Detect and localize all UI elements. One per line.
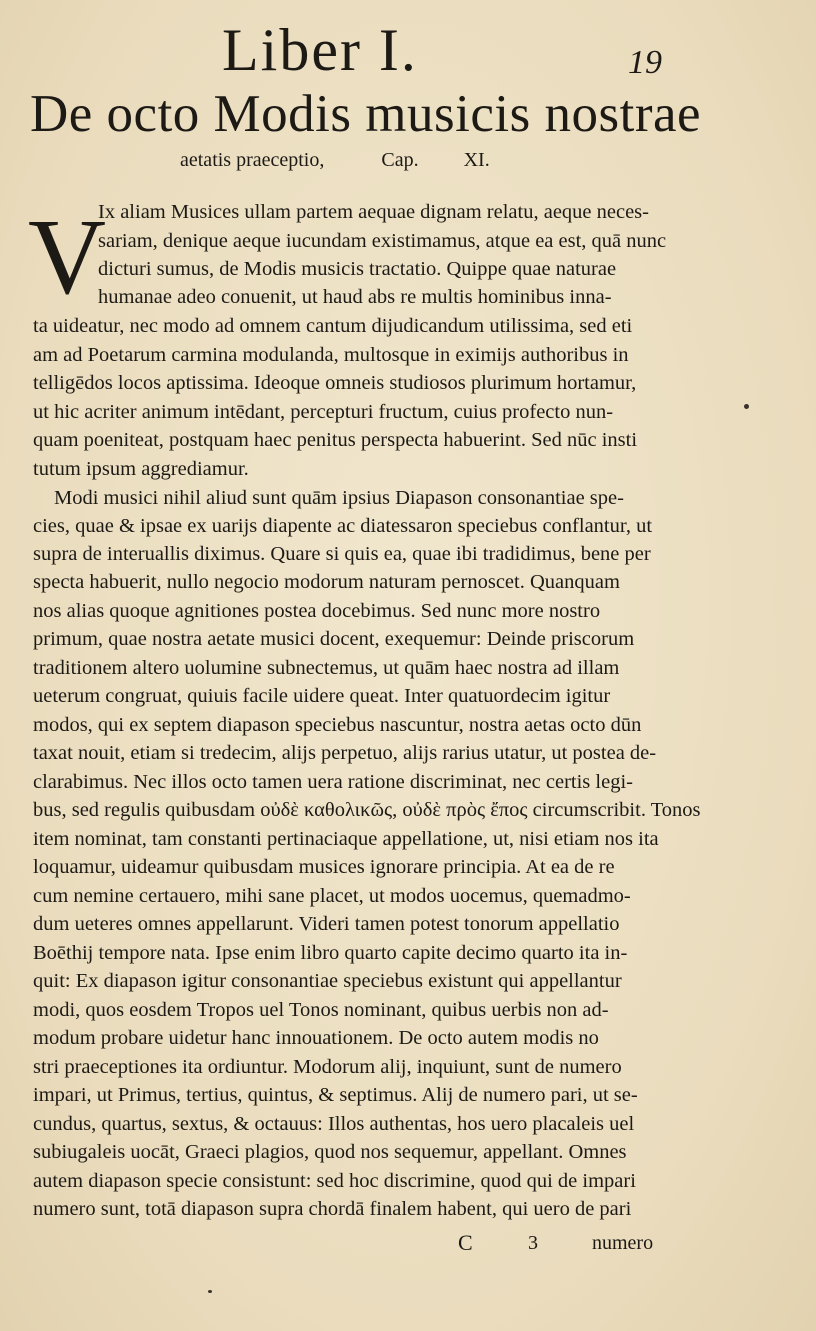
text-line: humanae adeo conuenit, ut haud abs re multis hominibus inna-	[98, 286, 612, 308]
text-line: item nominat, tam constanti pertinaciaque appellatione, ut, nisi etiam nos ita	[33, 828, 659, 850]
signature-mark: C	[458, 1230, 473, 1255]
chapter-title: De octo Modis musicis nostrae	[30, 85, 702, 143]
text-line: modi, quos eosdem Tropos uel Tonos nominant, quibus uerbis non ad-	[33, 999, 609, 1021]
subtitle-text: aetatis praeceptio,	[180, 149, 325, 171]
text-line: supra de interuallis diximus. Quare si quis ea, quae ibi tradidimus, bene per	[33, 543, 651, 565]
text-line: sariam, denique aeque iucundam existimamus, atque ea est, quā nunc	[98, 230, 667, 252]
text-line: specta habuerit, nullo negocio modorum naturam pernoscet. Quanquam	[33, 571, 620, 593]
text-line: Modi musici nihil aliud sunt quām ipsius Diapason consonantiae spe-	[54, 487, 624, 509]
text-line: numero sunt, totā diapason supra chordā finalem habent, qui uero de pari	[33, 1198, 632, 1220]
running-title: Liber I.	[222, 17, 418, 83]
text-line: autem diapason specie consistunt: sed hoc discrimine, quod qui de impari	[33, 1170, 636, 1192]
chapter-label: Cap.	[381, 149, 419, 171]
text-line: ta uideatur, nec modo ad omnem cantum dijudicandum utilissima, sed eti	[33, 315, 633, 337]
text-line: loquamur, uideamur quibusdam musices ignorare principia. At ea de re	[33, 856, 615, 878]
text-line: nos alias quoque agnitiones postea docebimus. Sed nunc more nostro	[33, 600, 601, 622]
signature-number: 3	[528, 1232, 538, 1254]
chapter-subtitle	[180, 150, 780, 170]
text-line: traditionem altero uolumine subnectemus, ut quām haec nostra ad illam	[33, 657, 620, 679]
text-line: stri praeceptiones ita ordiuntur. Modorum alij, inquiunt, sunt de numero	[33, 1056, 622, 1078]
text-line: dum ueteres omnes appellarunt. Videri tamen potest tonorum appellatio	[33, 913, 620, 935]
chapter-number: XI.	[463, 149, 490, 171]
drop-capital: V	[28, 198, 106, 317]
catchword: numero	[592, 1232, 654, 1254]
text-line: Boēthij tempore nata. Ipse enim libro quarto capite decimo quarto ita in-	[33, 942, 628, 964]
text-line: ueterum congruat, quiuis facile uidere queat. Inter quatuordecim igitur	[33, 685, 611, 707]
text-line: cies, quae & ipsae ex uarijs diapente ac diatessaron speciebus conflantur, ut	[33, 515, 653, 537]
text-line: primum, quae nostra aetate musici docent, exequemur: Deinde priscorum	[33, 628, 635, 650]
text-line: am ad Poetarum carmina modulanda, multosque in eximijs authoribus in	[33, 344, 629, 366]
text-line: telligēdos locos aptissima. Ideoque omneis studiosos plurimum hortamur,	[33, 372, 637, 394]
text-line: ut hic acriter animum intēdant, percepturi fructum, cuius profecto nun-	[33, 401, 614, 423]
text-line: clarabimus. Nec illos octo tamen uera ratione discriminat, nec certis legi-	[33, 771, 633, 793]
text-line: quit: Ex diapason igitur consonantiae speciebus existunt qui appellantur	[33, 970, 622, 992]
text-line: cum nemine certauero, mihi sane placet, ut modos uocemus, quemadmo-	[33, 885, 631, 907]
running-head	[0, 8, 816, 88]
text-line: quam poeniteat, postquam haec penitus perspecta habuerint. Sed nūc insti	[33, 429, 638, 451]
folio-number: 19	[628, 44, 662, 81]
text-line: taxat nouit, etiam si tredecim, alijs perpetuo, alijs rarius utatur, ut postea de-	[33, 742, 657, 764]
text-line: dicturi sumus, de Modis musicis tractatio. Quippe quae naturae	[98, 258, 617, 280]
text-line: modos, qui ex septem diapason speciebus nascuntur, nostra aetas octo dūn	[33, 714, 642, 736]
text-line: subiugaleis uocāt, Graeci plagios, quod nos sequemur, appellant. Omnes	[33, 1141, 627, 1163]
ink-spot	[744, 404, 749, 409]
text-line: cundus, quartus, sextus, & octauus: Illos authentas, hos uero placaleis uel	[33, 1113, 635, 1135]
text-line: bus, sed regulis quibusdam οὐδὲ καθολικῶς, οὐδὲ πρὸς ἔπος circumscribit. Tonos	[33, 799, 701, 821]
text-line: modum probare uidetur hanc innouationem. De octo autem modis no	[33, 1027, 599, 1049]
text-line: Ix aliam Musices ullam partem aequae dignam relatu, aeque neces-	[98, 201, 649, 223]
text-line: tutum ipsum aggrediamur.	[33, 458, 249, 480]
text-line: impari, ut Primus, tertius, quintus, & septimus. Alij de numero pari, ut se-	[33, 1084, 638, 1106]
ink-spot	[208, 1290, 212, 1293]
